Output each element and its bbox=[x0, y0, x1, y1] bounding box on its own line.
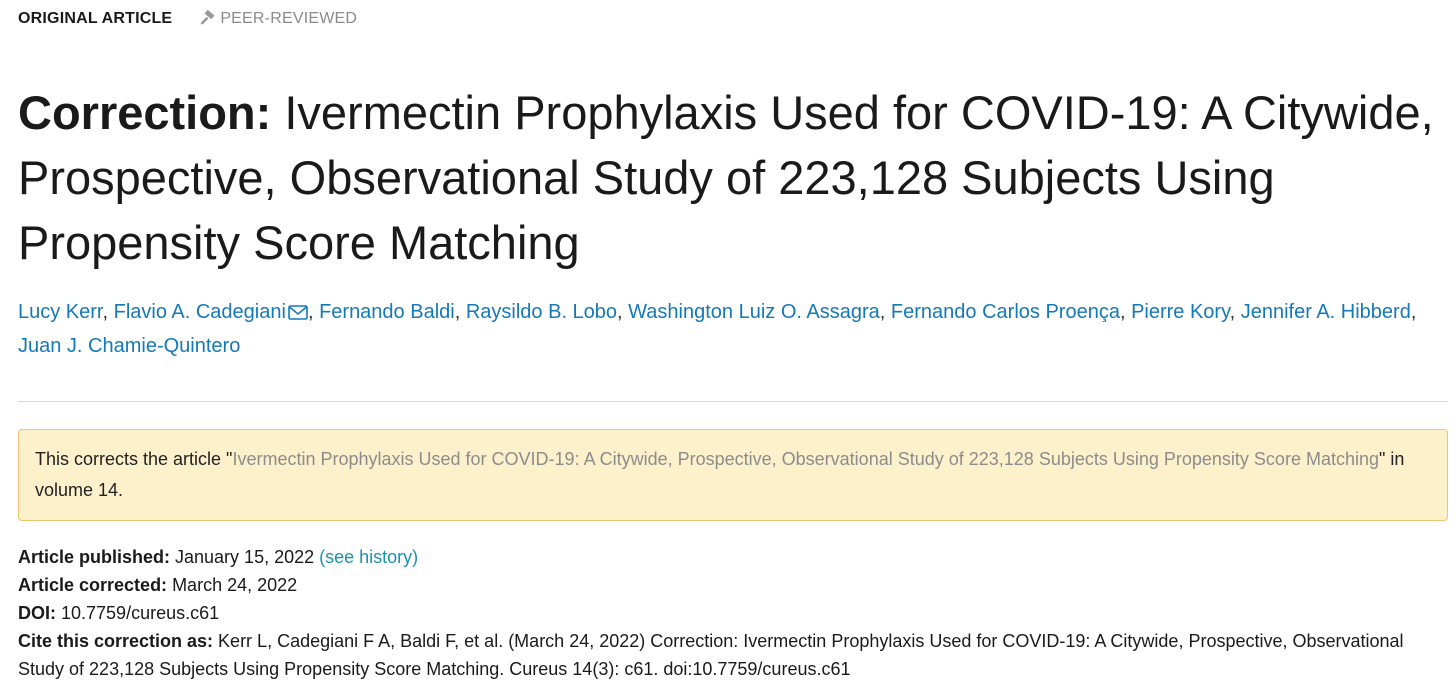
doi-value: 10.7759/cureus.c61 bbox=[56, 603, 220, 623]
section-divider bbox=[18, 401, 1448, 402]
title-text: Ivermectin Prophylaxis Used for COVID-19: A Citywide, Prospective, Observational Study of 223,128 Subjects Using Propensity Score Matching bbox=[18, 86, 1434, 269]
corrected-row bbox=[18, 571, 1448, 599]
author-list: Lucy Kerr, Flavio A. Cadegiani , Fernando Baldi, Raysildo B. Lobo, Washington Luiz O. Assagra, Fernando Carlos Proença, Pierre Kory, Jennifer A. Hibberd, Juan J. Chamie-Quintero bbox=[18, 301, 1417, 357]
doi-row bbox=[18, 599, 1448, 627]
published-row bbox=[18, 543, 1448, 571]
author-link[interactable]: Washington Luiz O. Assagra bbox=[628, 301, 880, 323]
published-label: Article published: bbox=[18, 547, 171, 567]
gavel-icon bbox=[198, 10, 216, 28]
citation-label: Cite this correction as: bbox=[18, 631, 214, 651]
correction-notice: This corrects the article "Ivermectin Prophylaxis Used for COVID-19: A Citywide, Prospective, Observational Study of 223,128 Subjects Using Propensity Score Matching" in volume 14. bbox=[18, 429, 1448, 521]
article-meta bbox=[18, 543, 1448, 683]
article-type-tag: ORIGINAL ARTICLE bbox=[18, 10, 173, 27]
envelope-icon[interactable] bbox=[288, 300, 308, 331]
peer-reviewed-tag bbox=[198, 10, 357, 28]
title-lead: Correction: bbox=[18, 86, 272, 139]
author-link[interactable]: Pierre Kory bbox=[1131, 301, 1230, 323]
corrected-date: March 24, 2022 bbox=[167, 575, 298, 595]
author-link[interactable]: Juan J. Chamie-Quintero bbox=[18, 335, 241, 357]
citation-row bbox=[18, 627, 1448, 683]
article-tags bbox=[18, 10, 357, 28]
author-link[interactable]: Raysildo B. Lobo bbox=[465, 301, 618, 323]
author-link[interactable]: Lucy Kerr bbox=[18, 301, 103, 323]
original-article-link[interactable]: Ivermectin Prophylaxis Used for COVID-19: A Citywide, Prospective, Observational Study of 223,128 Subjects Using Propensity Score Matching bbox=[232, 449, 1379, 469]
author-link[interactable]: Fernando Baldi bbox=[319, 301, 455, 323]
see-history-link[interactable]: (see history) bbox=[319, 547, 419, 567]
corrected-label: Article corrected: bbox=[18, 575, 168, 595]
author-link[interactable]: Flavio A. Cadegiani bbox=[113, 301, 286, 323]
author-link[interactable]: Jennifer A. Hibberd bbox=[1240, 301, 1411, 323]
doi-label: DOI: bbox=[18, 603, 56, 623]
article-title bbox=[18, 80, 1438, 275]
peer-reviewed-label: PEER-REVIEWED bbox=[220, 10, 358, 27]
author-link[interactable]: Fernando Carlos Proença bbox=[890, 301, 1120, 323]
published-date: January 15, 2022 bbox=[170, 547, 320, 567]
citation-text: Kerr L, Cadegiani F A, Baldi F, et al. (March 24, 2022) Correction: Ivermectin Prophylaxis Used for COVID-19: A Citywide, Prospective, Observational Study of 223,128 Subjects Using Propensity Score Matching. Cureus 14(3): c61. doi:10.7759/cureus.c61 bbox=[18, 631, 1404, 679]
